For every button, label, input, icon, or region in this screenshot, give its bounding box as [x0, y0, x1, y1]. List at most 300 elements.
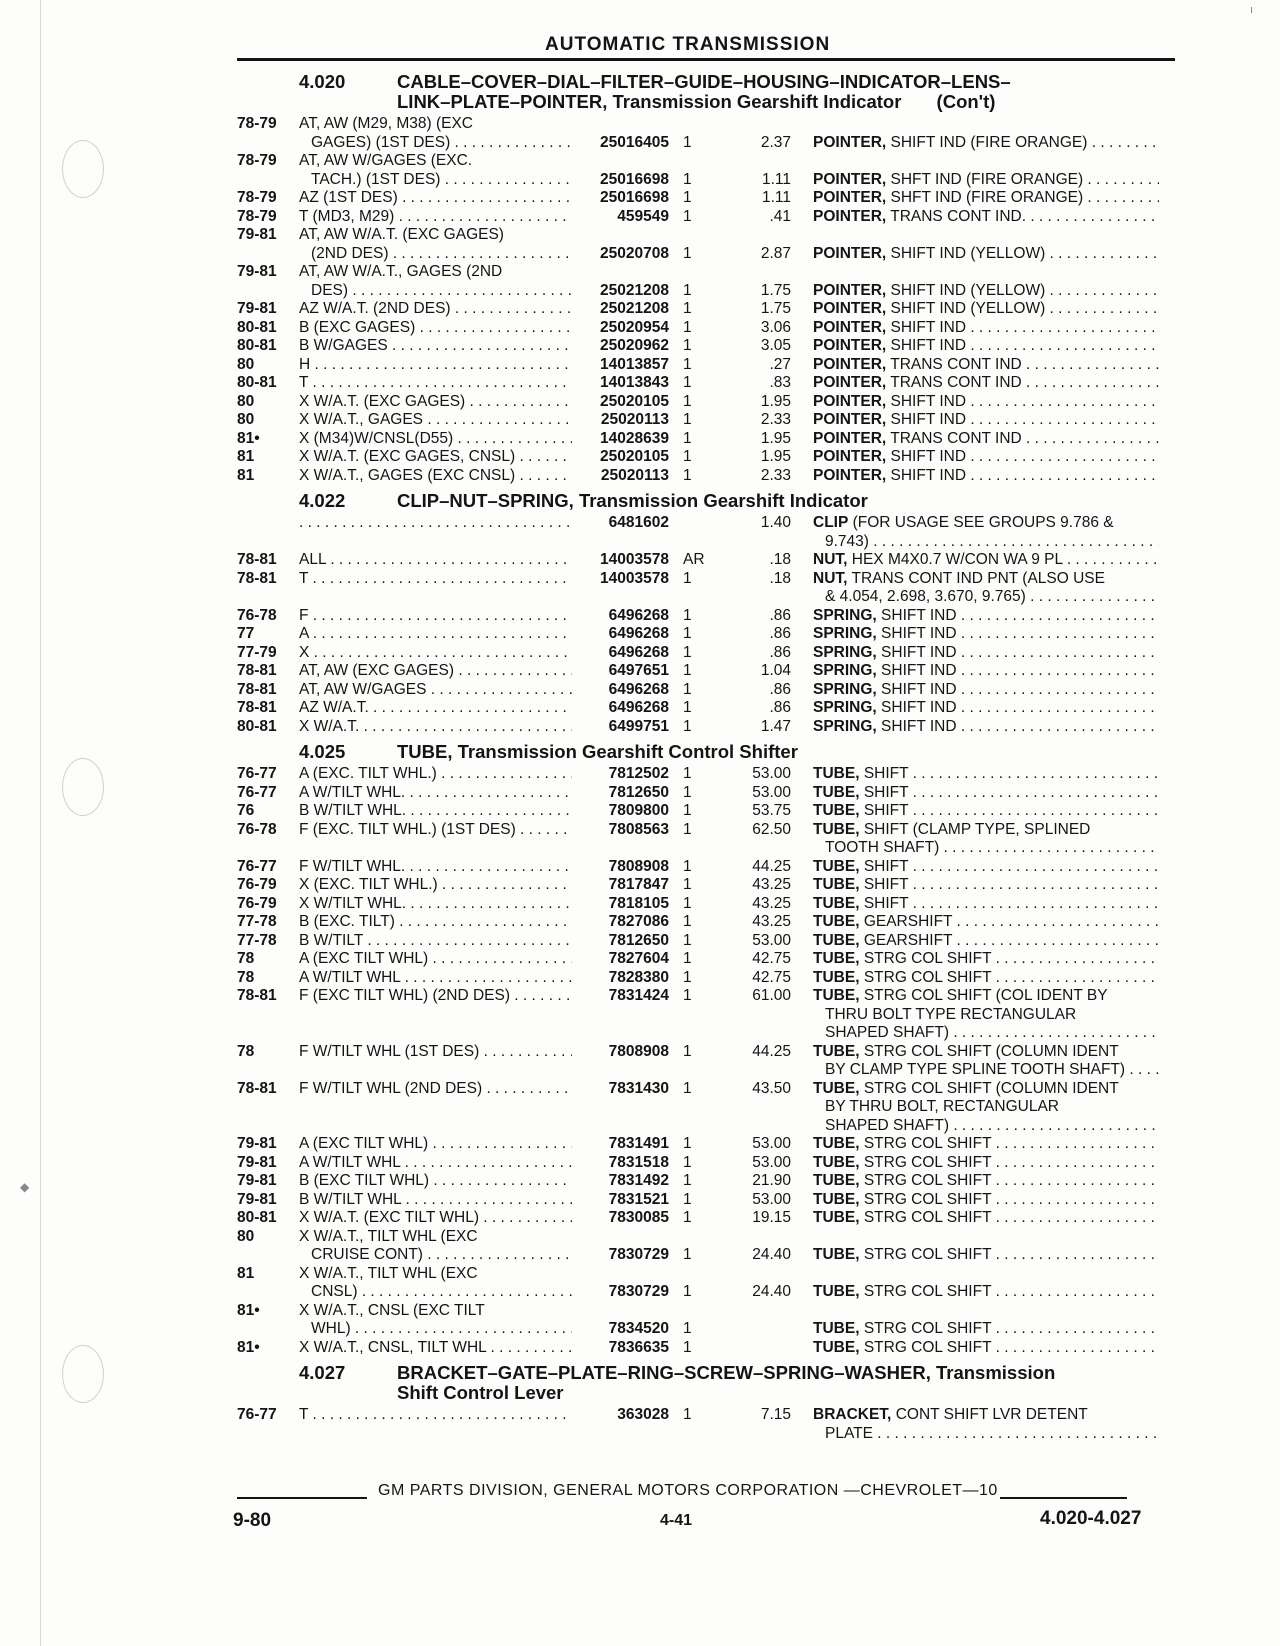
description-line: [299, 411, 572, 430]
quantity: 1: [683, 857, 692, 875]
model-description: [299, 1339, 572, 1358]
part-row: [237, 356, 1177, 375]
part-name-line: [813, 1006, 1159, 1025]
part-name-keyword: POINTER,: [813, 411, 887, 428]
description-text: T: [299, 374, 309, 391]
leader-dots: [482, 1080, 572, 1097]
part-name-text: STRG COL SHIFT: [863, 1209, 992, 1226]
model-description: [299, 430, 572, 449]
part-name: [791, 1080, 1159, 1136]
description-text: T: [299, 1406, 309, 1423]
description-line: [299, 430, 572, 449]
model-year: 80-81: [237, 717, 277, 735]
leader-dots: [957, 662, 1159, 679]
model-year: 79-81: [237, 226, 277, 243]
part-name-line: [813, 913, 1159, 932]
part-row: [237, 374, 1177, 393]
part-name-line: [813, 245, 1159, 264]
part-name: [791, 1043, 1159, 1080]
leader-dots: [949, 1117, 1159, 1134]
leader-dots: [426, 681, 572, 698]
part-name-text: STRG COL SHIFT: [863, 1135, 992, 1152]
description-line: [299, 1246, 572, 1265]
leader-dots: [438, 876, 572, 893]
description-text: T: [299, 569, 309, 587]
quantity: 1: [683, 913, 692, 930]
quantity: AR: [683, 551, 705, 568]
leader-dots: [1026, 208, 1159, 225]
leader-dots: [451, 300, 572, 317]
leader-dots: [966, 393, 1159, 410]
description-text: CNSL): [311, 1283, 358, 1300]
footer-publisher: GM PARTS DIVISION, GENERAL MOTORS CORPORATION —CHEVROLET—10: [378, 1482, 998, 1499]
part-name-keyword: TUBE,: [813, 820, 860, 838]
description-text: X W/A.T. (EXC TILT WHL): [299, 1209, 479, 1226]
part-row: [237, 300, 1177, 319]
list-price: 43.25: [752, 913, 791, 930]
list-price: 1.95: [760, 392, 791, 410]
leader-dots: [957, 681, 1159, 698]
model-description: [299, 802, 572, 821]
part-name: [791, 189, 1159, 208]
page-edge-line: [40, 0, 41, 1646]
list-price: 53.75: [752, 802, 791, 819]
model-year: 80: [237, 355, 255, 373]
part-name-keyword: POINTER,: [813, 244, 887, 262]
quantity: 1: [683, 374, 692, 391]
description-text: F W/TILT WHL.: [299, 857, 406, 875]
part-row: [237, 876, 1177, 895]
description-line: [299, 1339, 572, 1358]
part-name-keyword: TUBE,: [813, 1338, 860, 1356]
part-name-text: STRG COL SHIFT: [863, 1153, 992, 1171]
part-name-line: [813, 858, 1159, 877]
part-name-line: [813, 969, 1159, 988]
part-name-keyword: TUBE,: [813, 802, 860, 819]
list-price: 42.75: [752, 968, 791, 986]
model-description: [299, 765, 572, 784]
model-description: [299, 1302, 572, 1339]
part-name-line: [813, 1135, 1159, 1154]
section-heading: [237, 1363, 1177, 1403]
leader-dots: [1087, 134, 1159, 151]
model-description: [299, 913, 572, 932]
part-number: 25021208: [600, 300, 669, 317]
part-name-text: BY CLAMP TYPE SPLINE TOOTH SHAFT): [825, 1061, 1126, 1078]
part-name-keyword: TUBE,: [813, 1042, 860, 1060]
description-text: X W/A.T., CNSL (EXC TILT: [299, 1301, 485, 1319]
description-line: [299, 858, 572, 877]
part-name-line: [813, 1172, 1159, 1191]
part-number: 25020105: [600, 392, 669, 410]
part-name-text: STRG COL SHIFT (COLUMN IDENT: [863, 1079, 1119, 1097]
leader-dots: [908, 765, 1159, 782]
quantity: 1: [683, 783, 692, 801]
leader-dots: [398, 189, 572, 206]
description-line: [299, 644, 572, 663]
part-name-keyword: SPRING,: [813, 680, 877, 698]
list-price: 1.11: [761, 170, 791, 188]
model-description: [299, 1135, 572, 1154]
part-name-text: SHIFT IND (FIRE ORANGE): [890, 133, 1088, 151]
part-name-text: SHIFT (CLAMP TYPE, SPLINED: [863, 820, 1091, 838]
part-number: 7836635: [608, 1338, 669, 1356]
quantity: 1: [683, 318, 692, 336]
description-line: [299, 263, 572, 282]
section-title-line: [397, 72, 1177, 92]
footer-page-number: 4-41: [660, 1512, 693, 1529]
part-row: [237, 932, 1177, 951]
model-description: [299, 152, 572, 189]
side-mark: ◆: [20, 1180, 30, 1194]
model-year: 78-81: [237, 569, 277, 587]
part-name-text: SHIFT IND: [881, 717, 957, 735]
leader-dots: [395, 913, 572, 930]
leader-dots: [1083, 189, 1159, 206]
part-row: [237, 802, 1177, 821]
part-name: [791, 1283, 1159, 1302]
part-name: [791, 1320, 1159, 1339]
leader-dots: [1083, 171, 1159, 188]
part-number: 25016698: [600, 189, 669, 206]
part-name-text: STRG COL SHIFT: [863, 968, 992, 986]
leader-dots: [991, 1154, 1159, 1171]
leader-dots: [939, 839, 1159, 856]
leader-dots: [966, 319, 1159, 336]
part-name-text: THRU BOLT TYPE RECTANGULAR: [825, 1005, 1077, 1023]
leader-dots: [1063, 551, 1159, 568]
part-name-text: TRANS CONT IND: [890, 429, 1022, 447]
list-price: 61.00: [752, 987, 791, 1004]
part-name-keyword: SPRING,: [813, 643, 877, 661]
part-name-keyword: POINTER,: [813, 466, 887, 484]
part-name: [791, 1135, 1159, 1154]
part-number: 7808908: [608, 1042, 669, 1060]
part-name-keyword: TUBE,: [813, 987, 860, 1004]
part-number: 7808908: [608, 857, 669, 875]
description-text: A: [299, 625, 309, 642]
description-text: X W/A.T.: [299, 717, 360, 735]
model-year: 78-79: [237, 207, 277, 225]
part-name-line: [813, 1117, 1159, 1136]
model-description: [299, 784, 572, 803]
model-year: 78-81: [237, 1079, 277, 1097]
quantity: 1: [683, 680, 692, 698]
description-line: [299, 718, 572, 737]
part-name-line: [813, 189, 1159, 208]
part-name-line: [813, 282, 1159, 301]
description-line: [299, 551, 572, 570]
part-name-line: [813, 393, 1159, 412]
description-line: [299, 282, 572, 301]
part-number: 7831430: [608, 1079, 669, 1097]
model-year: 80-81: [237, 374, 277, 391]
description-text: A W/TILT WHL: [299, 1153, 401, 1171]
list-price: 44.25: [752, 857, 791, 875]
section-title-bold: TUBE,: [397, 741, 453, 762]
model-year: 81: [237, 466, 255, 484]
part-name-text: SHIFT IND: [881, 662, 957, 679]
description-text: AT, AW W/GAGES: [299, 680, 427, 698]
part-name-line: [813, 1098, 1159, 1117]
part-name: [791, 607, 1159, 626]
part-name: [791, 245, 1159, 264]
quantity: 1: [683, 466, 692, 484]
model-description: [299, 1172, 572, 1191]
list-price: 53.00: [752, 1153, 791, 1171]
description-text: AZ W/A.T. (2ND DES): [299, 300, 451, 317]
quantity: 1: [683, 411, 692, 428]
model-description: [299, 115, 572, 152]
section-heading: [237, 72, 1177, 112]
description-text: F W/TILT WHL (2ND DES): [299, 1079, 483, 1097]
part-name: [791, 895, 1159, 914]
list-price: 3.05: [760, 337, 791, 354]
quantity: 1: [683, 1135, 692, 1152]
part-number: 7808563: [608, 820, 669, 838]
title-rule: [237, 58, 1175, 61]
part-name-line: [813, 662, 1159, 681]
section-title-rest: Transmission: [935, 1362, 1056, 1383]
part-row: [237, 263, 1177, 300]
section-title-rest: Transmission Gearshift Control Shifter: [457, 741, 798, 762]
part-row: [237, 448, 1177, 467]
leader-dots: [388, 337, 572, 354]
part-name-line: [813, 1246, 1159, 1265]
model-description: [299, 681, 572, 700]
description-text: X W/A.T., GAGES (EXC CNSL): [299, 466, 516, 484]
description-line: [299, 969, 572, 988]
leader-dots: [359, 718, 572, 735]
model-year: 76-79: [237, 876, 277, 893]
section-title-continued: (Con't): [936, 91, 996, 112]
part-row: [237, 858, 1177, 877]
description-text: AT, AW W/A.T. (EXC GAGES): [299, 226, 504, 243]
quantity: 1: [683, 569, 692, 587]
description-line: [299, 189, 572, 208]
part-number: 25020105: [600, 448, 669, 465]
section-heading: [237, 491, 1177, 511]
quantity: 1: [683, 699, 692, 716]
part-name-text: TRANS CONT IND: [890, 355, 1022, 373]
part-number: 14003578: [600, 551, 669, 568]
part-name-line: [813, 533, 1159, 552]
quantity: 1: [683, 1079, 692, 1097]
leader-dots: [991, 1172, 1159, 1189]
part-row: [237, 1406, 1177, 1443]
description-line: [299, 913, 572, 932]
quantity: 1: [683, 894, 692, 912]
part-name-line: [813, 681, 1159, 700]
part-number: 6497651: [608, 662, 669, 679]
model-description: [299, 411, 572, 430]
model-year: 80-81: [237, 318, 277, 336]
footer-rule-left: [237, 1497, 367, 1499]
description-line: [299, 467, 572, 486]
part-name-line: [813, 1080, 1159, 1099]
list-price: .86: [769, 680, 791, 698]
list-price: 21.90: [752, 1172, 791, 1189]
part-name-line: [813, 1320, 1159, 1339]
part-name-text: SHFT IND (FIRE ORANGE): [890, 189, 1084, 206]
description-line: [299, 1135, 572, 1154]
description-text: X W/A.T. (EXC GAGES): [299, 392, 466, 410]
part-number: 14003578: [600, 569, 669, 587]
part-number: 7828380: [608, 968, 669, 986]
description-line: [299, 245, 572, 264]
leader-dots: [873, 1425, 1159, 1442]
part-name-text: 9.743): [825, 532, 869, 550]
section-title-line: [397, 1383, 1177, 1403]
leader-dots: [908, 858, 1159, 875]
model-description: [299, 319, 572, 338]
part-row: [237, 467, 1177, 486]
part-name-text: SHIFT IND: [881, 699, 957, 716]
list-price: .27: [769, 355, 791, 373]
leader-dots: [516, 821, 572, 838]
list-price: 44.25: [752, 1042, 791, 1060]
part-name-text: SHIFT: [863, 802, 909, 819]
part-name-keyword: TUBE,: [813, 1209, 860, 1226]
model-year: 76-79: [237, 894, 277, 912]
part-name: [791, 430, 1159, 449]
description-text: TACH.) (1ST DES): [311, 170, 441, 188]
part-row: [237, 1209, 1177, 1228]
model-description: [299, 718, 572, 737]
part-name-keyword: POINTER,: [813, 189, 887, 206]
quantity: 1: [683, 355, 692, 373]
description-line: [299, 1191, 572, 1210]
part-name-line: [813, 337, 1159, 356]
part-row: [237, 1172, 1177, 1191]
part-name-text: SHIFT IND: [890, 448, 967, 465]
description-line: [299, 393, 572, 412]
part-number: 7831491: [608, 1135, 669, 1152]
part-name: [791, 987, 1159, 1043]
list-price: 62.50: [752, 820, 791, 838]
description-text: A W/TILT WHL: [299, 968, 401, 986]
model-description: [299, 551, 572, 570]
part-name-text: STRG COL SHIFT: [863, 1320, 992, 1337]
description-line: [299, 765, 572, 784]
part-name: [791, 718, 1159, 737]
description-text: B W/GAGES: [299, 337, 388, 354]
part-name-keyword: TUBE,: [813, 1172, 860, 1189]
part-name-line: [813, 821, 1159, 840]
leader-dots: [348, 282, 572, 299]
footer-rule-right: [1000, 1497, 1127, 1499]
quantity: 1: [683, 207, 692, 225]
part-number: 6496268: [608, 606, 669, 624]
leader-dots: [308, 374, 572, 391]
part-row: [237, 987, 1177, 1043]
part-name-text: STRG COL SHIFT: [863, 1190, 992, 1208]
leader-dots: [957, 625, 1159, 642]
list-price: 53.00: [752, 1135, 791, 1152]
part-name-keyword: SPRING,: [813, 699, 877, 716]
model-description: [299, 1154, 572, 1173]
part-name: [791, 411, 1159, 430]
part-name-text: SHIFT: [863, 894, 909, 912]
model-year: 78: [237, 968, 255, 986]
description-text: H: [299, 355, 311, 373]
description-text: X W/A.T., CNSL, TILT WHL: [299, 1338, 487, 1356]
model-description: [299, 607, 572, 626]
part-name-text: PLATE: [825, 1424, 873, 1442]
leader-dots: [1022, 356, 1159, 373]
leader-dots: [991, 1283, 1159, 1300]
part-number: 25020962: [600, 337, 669, 354]
part-name-line: [813, 784, 1159, 803]
model-description: [299, 337, 572, 356]
part-name-line: [813, 208, 1159, 227]
part-number: 25020708: [600, 244, 669, 262]
part-name-keyword: TUBE,: [813, 950, 860, 967]
description-text: X W/A.T. (EXC GAGES, CNSL): [299, 448, 516, 465]
part-name: [791, 625, 1159, 644]
part-name: [791, 356, 1159, 375]
leader-dots: [406, 802, 572, 819]
part-name: [791, 644, 1159, 663]
model-description: [299, 821, 572, 840]
part-name-keyword: SPRING,: [813, 717, 877, 735]
part-number: 7834520: [608, 1320, 669, 1337]
list-price: 1.11: [761, 189, 791, 206]
part-name-keyword: TUBE,: [813, 783, 860, 801]
leader-dots: [991, 1209, 1159, 1226]
model-description: [299, 876, 572, 895]
description-text: DES): [311, 281, 349, 299]
part-name-text: STRG COL SHIFT: [863, 950, 992, 967]
part-name-keyword: SPRING,: [813, 625, 877, 642]
part-name-text: SHIFT IND: [890, 466, 967, 484]
part-name-keyword: BRACKET,: [813, 1406, 892, 1423]
part-name: [791, 300, 1159, 319]
parts-listing: [237, 66, 1177, 1443]
part-row: [237, 895, 1177, 914]
part-name: [791, 821, 1159, 858]
leader-dots: [966, 337, 1159, 354]
part-name-text: SHIFT: [863, 783, 909, 801]
list-price: 1.40: [760, 514, 791, 531]
model-year: 78-81: [237, 987, 277, 1004]
part-name-text: TRANS CONT IND.: [890, 207, 1027, 225]
part-number: 7812502: [608, 765, 669, 782]
model-year: 81•: [237, 1338, 260, 1356]
model-description: [299, 514, 572, 533]
part-name: [791, 1406, 1159, 1443]
leader-dots: [351, 1320, 572, 1337]
description-line: [299, 448, 572, 467]
part-name-line: [813, 411, 1159, 430]
section-title-rest: Transmission Gearshift Indicator: [578, 490, 868, 511]
part-name-line: [813, 1191, 1159, 1210]
description-line: [299, 1320, 572, 1339]
model-year: 81•: [237, 1301, 260, 1319]
leader-dots: [394, 208, 572, 225]
part-row: [237, 1191, 1177, 1210]
leader-dots: [991, 1320, 1159, 1337]
leader-dots: [401, 1191, 572, 1208]
description-text: B W/TILT WHL: [299, 1190, 402, 1208]
section-code: 4.025: [299, 741, 346, 762]
part-name-keyword: TUBE,: [813, 968, 860, 986]
description-line: [299, 171, 572, 190]
model-year: 79-81: [237, 1172, 277, 1189]
description-text: F: [299, 606, 309, 624]
part-name: [791, 969, 1159, 988]
part-name-line: [813, 1339, 1159, 1358]
